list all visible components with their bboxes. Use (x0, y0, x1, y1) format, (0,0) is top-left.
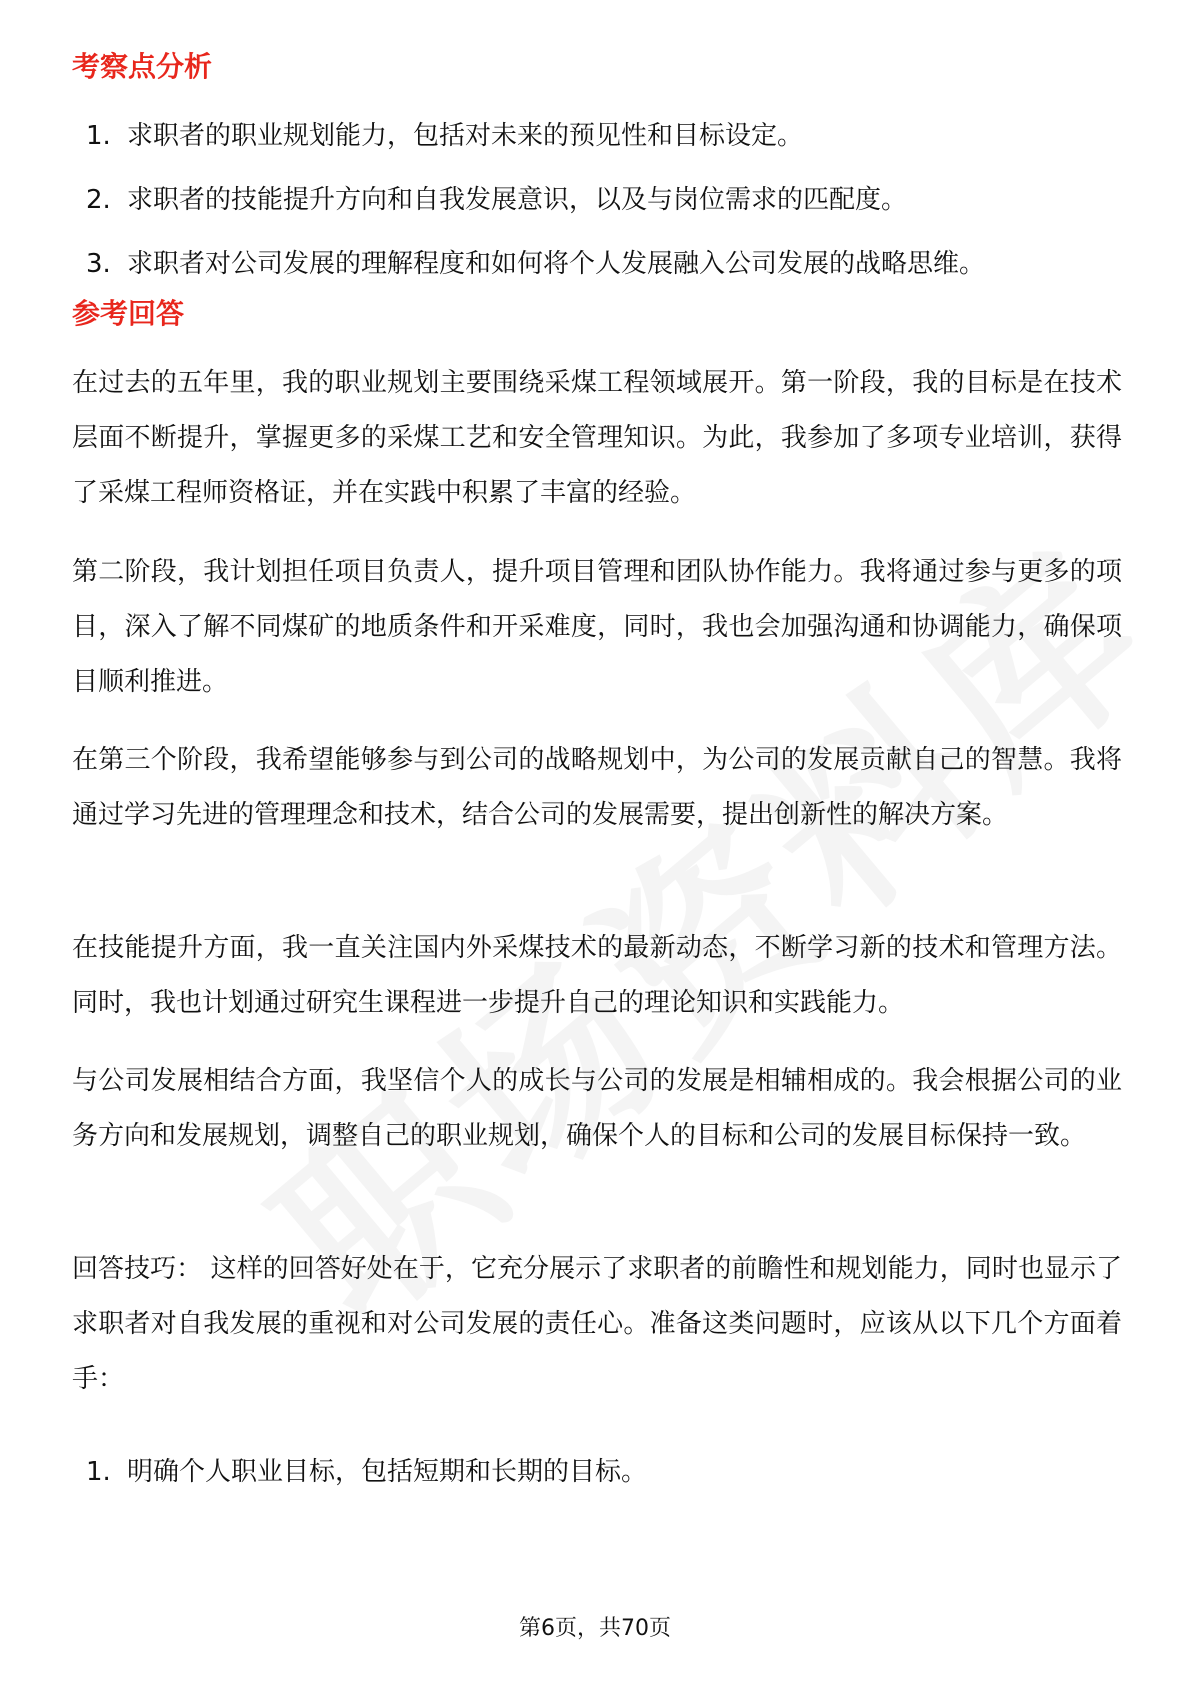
list-item-text: 求职者的技能提升方向和自我发展意识，以及与岗位需求的匹配度。 (127, 185, 908, 215)
section-title-analysis: 考察点分析 (72, 50, 213, 83)
tips-list (72, 1452, 1122, 1516)
list-item-text: 求职者对公司发展的理解程度和如何将个人发展融入公司发展的战略思维。 (127, 249, 986, 279)
list-item-number: 3. (86, 249, 111, 279)
answer-paragraph: 第二阶段，我计划担任项目负责人，提升项目管理和团队协作能力。我将通过参与更多的项目，深入了解不同煤矿的地质条件和开采难度，同时，我也会加强沟通和协调能力，确保项目顺利推进。 (72, 557, 1122, 697)
list-item-number: 1. (86, 121, 111, 151)
analysis-list (72, 116, 1122, 308)
list-item (72, 180, 1122, 220)
list-item (72, 116, 1122, 156)
list-item (72, 244, 1122, 284)
list-item-number: 2. (86, 185, 111, 215)
answer-paragraph: 与公司发展相结合方面，我坚信个人的成长与公司的发展是相辅相成的。我会根据公司的业务方向和发展规划，调整自己的职业规划，确保个人的目标和公司的发展目标保持一致。 (72, 1066, 1122, 1151)
answer-tips-paragraph: 回答技巧： 这样的回答好处在于，它充分展示了求职者的前瞻性和规划能力，同时也显示了求职者对自我发展的重视和对公司发展的责任心。准备这类问题时，应该从以下几个方面着手： (72, 1254, 1122, 1394)
answer-paragraph: 在技能提升方面，我一直关注国内外采煤技术的最新动态，不断学习新的技术和管理方法。同时，我也计划通过研究生课程进一步提升自己的理论知识和实践能力。 (72, 933, 1122, 1018)
list-item (72, 1452, 1122, 1492)
answer-paragraph: 在第三个阶段，我希望能够参与到公司的战略规划中，为公司的发展贡献自己的智慧。我将通过学习先进的管理理念和技术，结合公司的发展需要，提出创新性的解决方案。 (72, 745, 1122, 830)
list-item-text: 明确个人职业目标，包括短期和长期的目标。 (127, 1457, 648, 1487)
section-title-reference-answer: 参考回答 (72, 297, 185, 330)
page-footer: 第6页，共70页 (519, 1616, 671, 1641)
list-item-number: 1. (86, 1457, 111, 1487)
answer-paragraph: 在过去的五年里，我的职业规划主要围绕采煤工程领域展开。第一阶段，我的目标是在技术层面不断提升，掌握更多的采煤工艺和安全管理知识。为此，我参加了多项专业培训，获得了采煤工程师资格证，并在实践中积累了丰富的经验。 (72, 368, 1122, 508)
list-item-text: 求职者的职业规划能力，包括对未来的预见性和目标设定。 (127, 121, 804, 151)
